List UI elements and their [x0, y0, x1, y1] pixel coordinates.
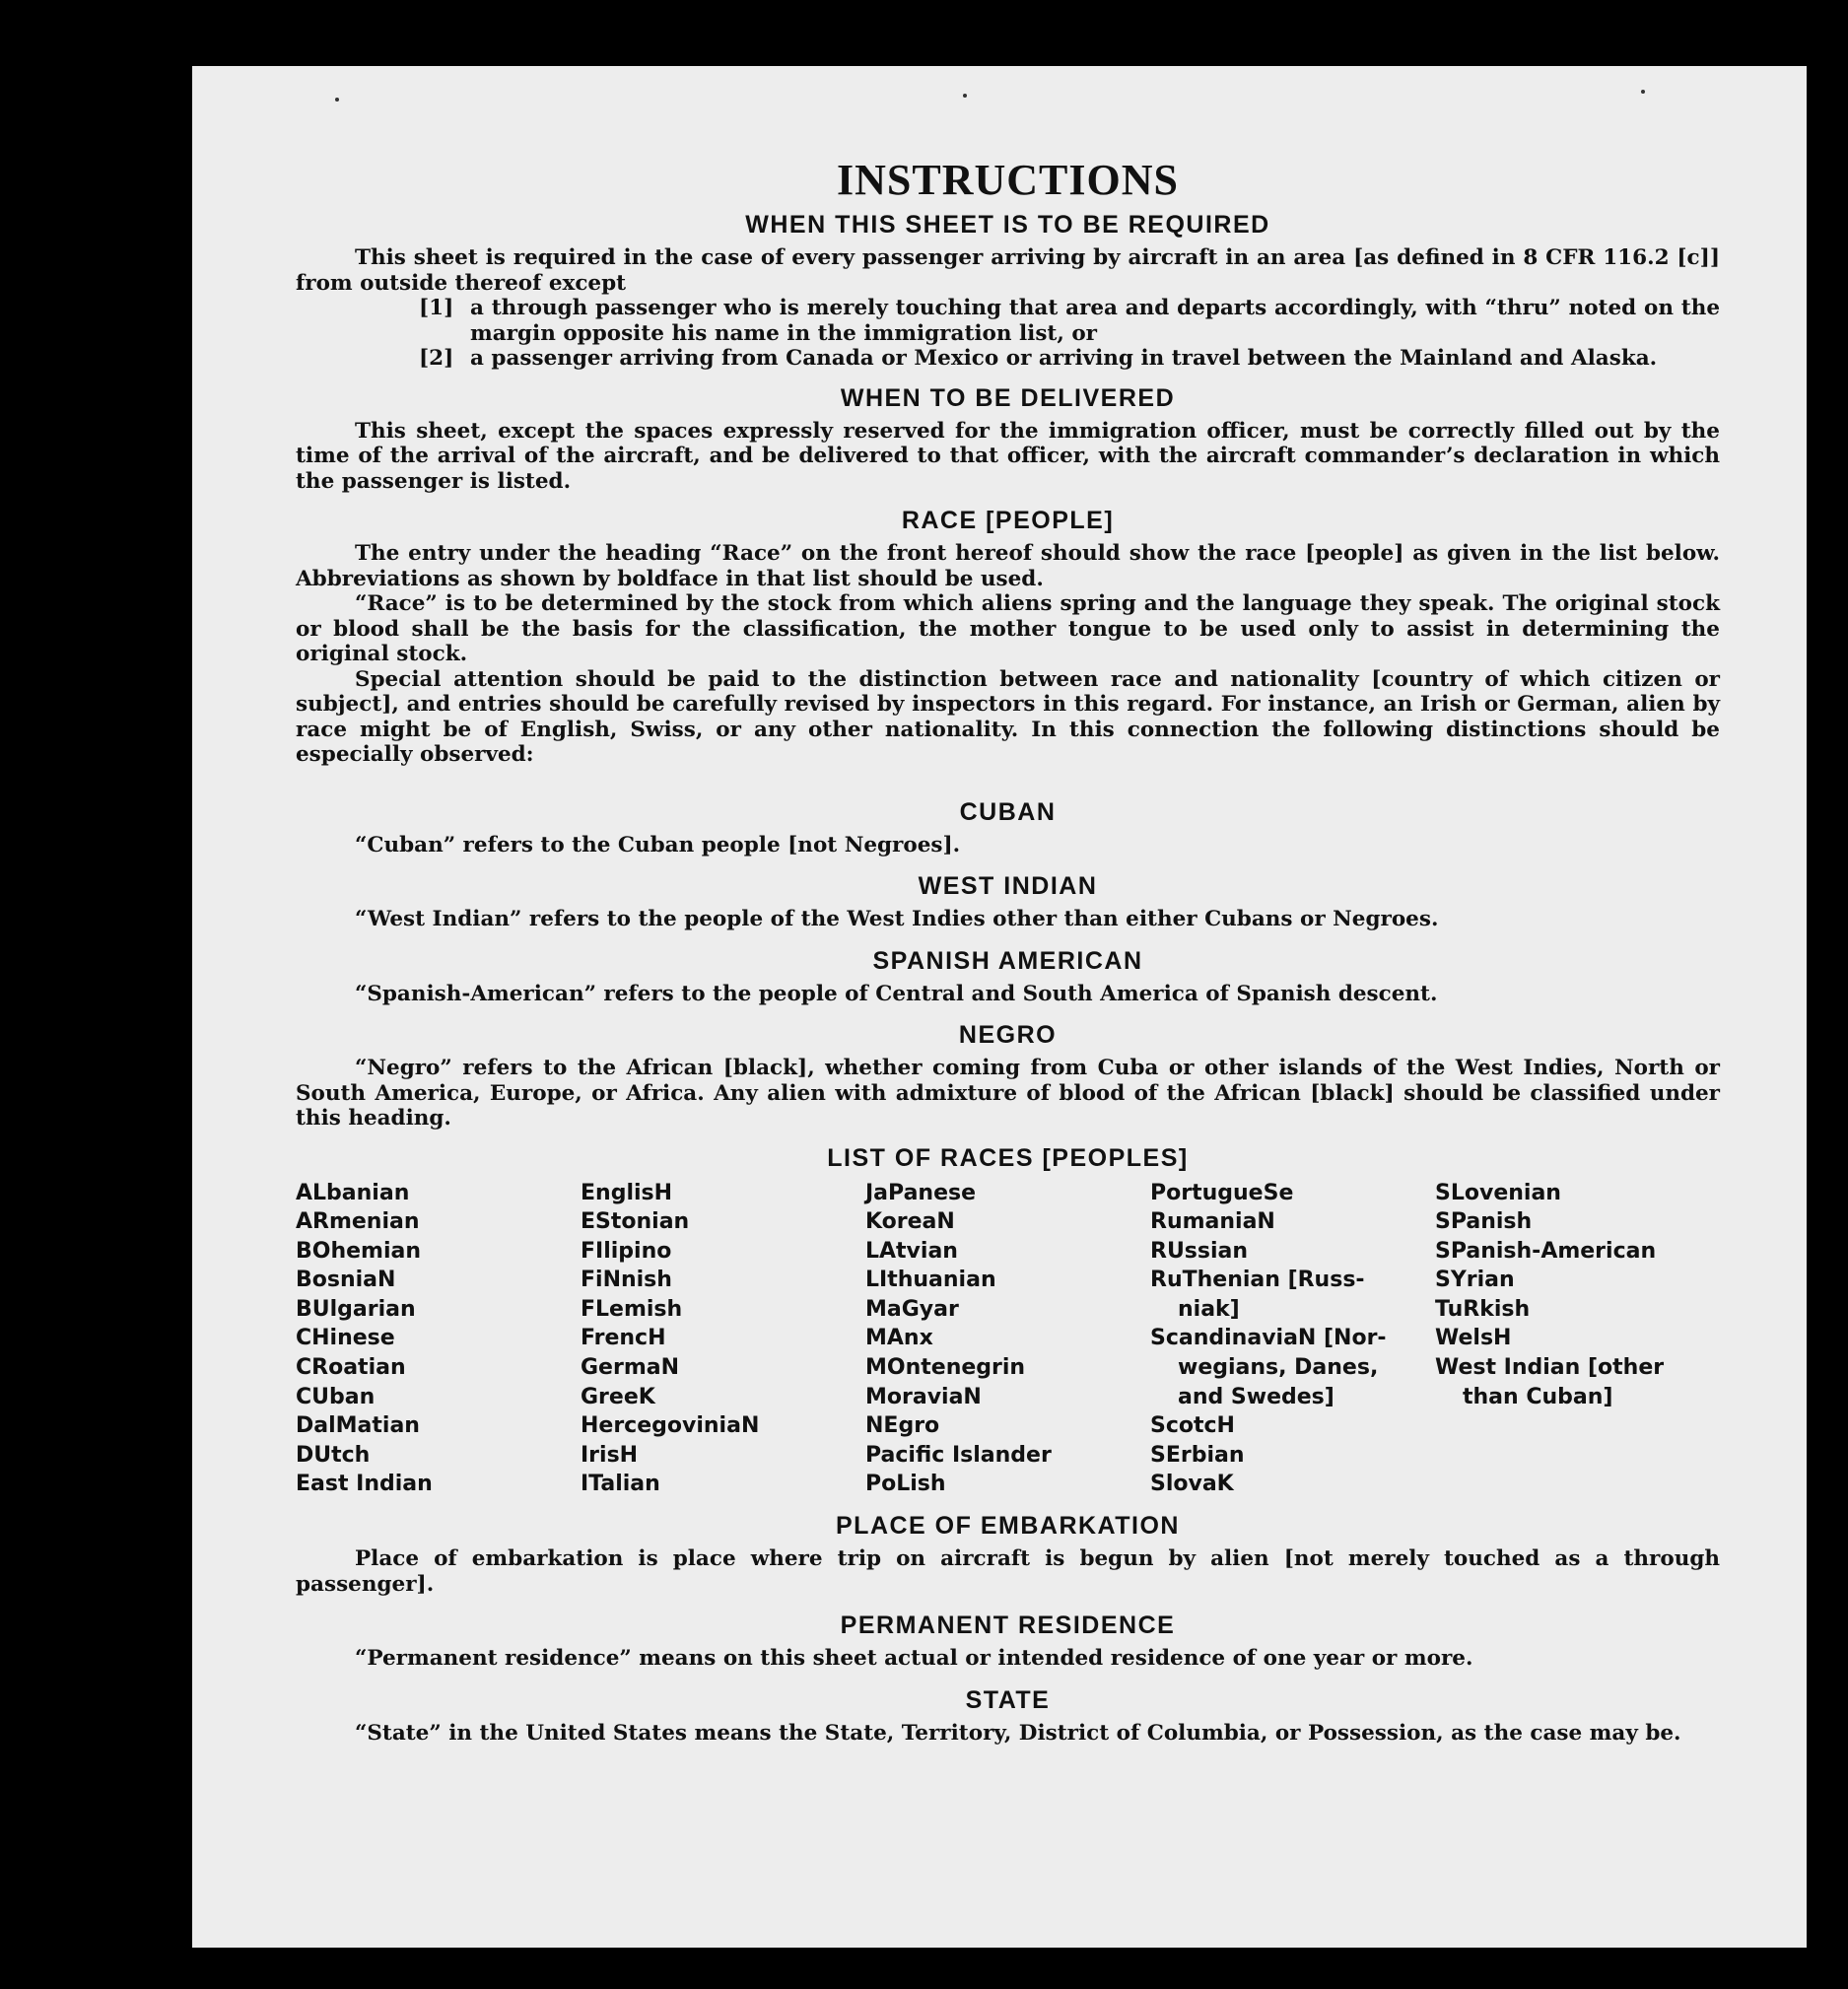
para-state: “State” in the United States means the State, Territory, District of Columbia, or Possession, as the case may be.	[355, 1720, 1681, 1746]
races-column-4	[1150, 1179, 1435, 1500]
heading-race: RACE [PEOPLE]	[901, 507, 1115, 534]
race-entry: PoLish	[865, 1472, 946, 1497]
heading-state: STATE	[965, 1685, 1051, 1714]
document-page	[192, 66, 1807, 1948]
race-entry: SErbian	[1150, 1442, 1245, 1468]
race-entry-continued: and Swedes]	[1178, 1384, 1335, 1409]
race-entry: West Indian [other	[1435, 1355, 1665, 1381]
race-entry: MoraviaN	[865, 1384, 982, 1409]
race-entry: ScotcH	[1150, 1413, 1235, 1439]
race-entry: EnglisH	[581, 1180, 673, 1205]
heading-list-of-races: LIST OF RACES [PEOPLES]	[827, 1143, 1189, 1172]
race-entry: GreeK	[581, 1384, 655, 1409]
race-entry: CHinese	[296, 1326, 395, 1351]
heading-when-required: WHEN THIS SHEET IS TO BE REQUIRED	[745, 211, 1270, 239]
heading-permanent-residence: PERMANENT RESIDENCE	[840, 1612, 1176, 1640]
race-entry: RumaniaN	[1150, 1209, 1275, 1235]
race-entry: HercegoviniaN	[581, 1413, 760, 1439]
para-when-required: This sheet is required in the case of every passenger arriving by aircraft in an area [as defined in 8 CFR 116.2 [c]] from outside thereof except	[296, 245, 1720, 296]
race-entry: FrencH	[581, 1326, 666, 1351]
race-entry: BOhemian	[296, 1238, 422, 1264]
speck	[335, 98, 339, 102]
race-entry: Pacific Islander	[865, 1442, 1052, 1468]
heading-cuban: CUBAN	[959, 797, 1057, 826]
race-entry: MaGyar	[865, 1296, 959, 1322]
race-entry-continued: wegians, Danes,	[1178, 1355, 1379, 1381]
race-entry: CRoatian	[296, 1355, 406, 1381]
race-entry: FiNnish	[581, 1268, 672, 1293]
speck	[963, 94, 967, 98]
heading-west-indian: WEST INDIAN	[918, 872, 1098, 900]
para-race-2: “Race” is to be determined by the stock from which aliens spring and the language they speak. The original stock or blood shall be the basis for the classification, the mother tongue to be used only to assist in determining the original stock.	[296, 591, 1720, 666]
para-embarkation: Place of embarkation is place where trip on aircraft is begun by alien [not merely touched as a through passenger].	[296, 1546, 1720, 1597]
heading-spanish-american: SPANISH AMERICAN	[872, 946, 1143, 975]
exception-number: [2]	[419, 346, 454, 371]
race-entry: BUlgarian	[296, 1296, 416, 1322]
heading-embarkation: PLACE OF EMBARKATION	[836, 1512, 1180, 1541]
race-entry: LIthuanian	[865, 1268, 996, 1293]
race-entry: GermaN	[581, 1355, 680, 1381]
race-entry: KoreaN	[865, 1209, 955, 1235]
race-entry: MOntenegrin	[865, 1355, 1026, 1381]
para-west-indian: “West Indian” refers to the people of the West Indies other than either Cubans or Negroes.	[355, 907, 1439, 931]
race-entry: ScandinaviaN [Nor-	[1150, 1326, 1387, 1351]
race-entry: SPanish-American	[1435, 1238, 1657, 1264]
race-entry: RuThenian [Russ-	[1150, 1268, 1365, 1293]
race-entry: IrisH	[581, 1442, 639, 1468]
race-entry: SlovaK	[1150, 1472, 1234, 1497]
para-when-delivered: This sheet, except the spaces expressly reserved for the immigration officer, must be correctly filled out by the time of the arrival of the aircraft, and be delivered to that officer, with the aircraft commander’s declaration in which the passenger is listed.	[296, 418, 1720, 494]
heading-negro: NEGRO	[958, 1021, 1058, 1049]
race-entry: RUssian	[1150, 1238, 1249, 1264]
race-entry: NEgro	[865, 1413, 940, 1439]
race-entry: MAnx	[865, 1326, 933, 1351]
para-permanent-residence: “Permanent residence” means on this sheet actual or intended residence of one year or more.	[355, 1646, 1473, 1672]
para-spanish-american: “Spanish-American” refers to the people of Central and South America of Spanish descent.	[355, 981, 1438, 1006]
para-race-3: Special attention should be paid to the distinction between race and nationality [country of which citizen or subject], and entries should be carefully revised by inspectors in this regard. For instance, an Irish or German, alien by race might be of English, Swiss, or any other nationality. In this connection the following distinctions should be especially observed:	[296, 666, 1720, 767]
race-entry: LAtvian	[865, 1238, 958, 1264]
race-entry: WelsH	[1435, 1326, 1512, 1351]
race-entry: FLemish	[581, 1296, 683, 1322]
instructions-content	[296, 155, 1720, 1746]
race-entry: SLovenian	[1435, 1180, 1561, 1205]
para-race-1: The entry under the heading “Race” on the front hereof should show the race [people] as given in the list below. Abbreviations as shown by boldface in that list should be used.	[296, 541, 1720, 591]
race-entry: DUtch	[296, 1442, 371, 1468]
race-entry: CUban	[296, 1384, 376, 1409]
exception-item-2	[419, 346, 1720, 372]
exception-item-1	[419, 296, 1720, 346]
races-column-2	[581, 1179, 865, 1500]
race-entry: JaPanese	[865, 1180, 977, 1205]
speck	[1641, 90, 1645, 94]
race-entry: FIlipino	[581, 1238, 672, 1264]
race-entry: BosniaN	[296, 1268, 396, 1293]
races-column-3	[865, 1179, 1150, 1500]
races-column-1	[296, 1179, 581, 1500]
race-entry: East Indian	[296, 1472, 433, 1497]
race-entry: TuRkish	[1435, 1296, 1531, 1322]
race-entry: EStonian	[581, 1209, 690, 1235]
races-column-5	[1435, 1179, 1720, 1500]
exception-text: a through passenger who is merely touching that area and departs accordingly, with “thru” noted on the margin opposite his name in the immigration list, or	[470, 296, 1720, 346]
race-entry: PortugueSe	[1150, 1180, 1294, 1205]
heading-when-delivered: WHEN TO BE DELIVERED	[840, 383, 1176, 412]
para-negro: “Negro” refers to the African [black], whether coming from Cuba or other islands of the West Indies, North or South America, Europe, or Africa. Any alien with admixture of blood of the African [black] should be classified under this heading.	[296, 1056, 1720, 1131]
race-entry: DalMatian	[296, 1413, 420, 1439]
exception-number: [1]	[419, 296, 454, 320]
race-entry: SYrian	[1435, 1268, 1515, 1293]
exception-text: a passenger arriving from Canada or Mexico or arriving in travel between the Mainland and Alaska.	[470, 346, 1658, 371]
para-cuban: “Cuban” refers to the Cuban people [not Negroes].	[355, 832, 961, 857]
race-entry: ITalian	[581, 1472, 660, 1497]
race-entry: ALbanian	[296, 1180, 410, 1205]
race-entry: ARmenian	[296, 1209, 420, 1235]
race-entry-continued: than Cuban]	[1463, 1384, 1613, 1409]
race-entry-continued: niak]	[1178, 1296, 1240, 1322]
race-entry: SPanish	[1435, 1209, 1533, 1235]
races-list	[296, 1179, 1720, 1500]
page-title: INSTRUCTIONS	[837, 156, 1179, 204]
